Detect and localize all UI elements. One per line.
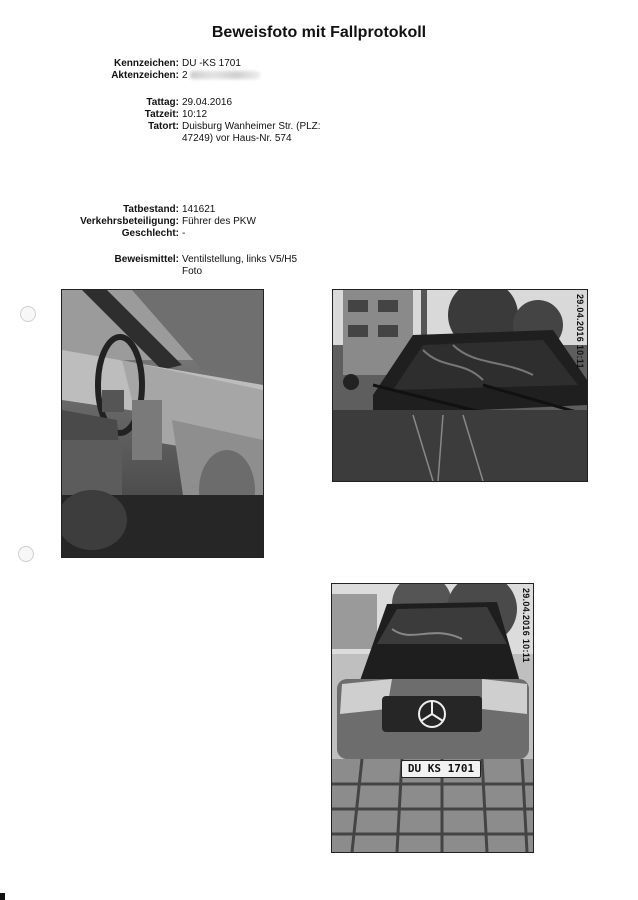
label-geschlecht: Geschlecht: [121,228,179,239]
value-aktenzeichen-wrap [182,70,382,82]
timestamp-stamp: 29.04.2016 10:11 [575,294,585,369]
label-tatbestand: Tatbestand: [123,204,179,215]
page-title: Beweisfoto mit Fallprotokoll [211,24,427,41]
label-aktenzeichen: Aktenzeichen: [111,70,179,81]
redacted-area [190,71,260,79]
label-tatzeit: Tatzeit: [144,109,179,120]
timestamp-stamp-2: 29.04.2016 10:11 [521,588,531,663]
label-beweismittel: Beweismittel: [114,254,179,265]
value-verkehrsbeteiligung: Führer des PKW [182,216,256,227]
punch-hole-bottom [18,546,34,562]
value-tattag: 29.04.2016 [182,97,233,108]
label-tattag: Tattag: [146,97,179,108]
license-plate: DU KS 1701 [401,760,481,778]
scan-edge-mark [0,893,5,900]
label-kennzeichen: Kennzeichen: [113,58,179,69]
evidence-photo-interior [61,289,264,558]
value-kennzeichen: DU -KS 1701 [182,58,241,69]
evidence-photo-windshield [332,289,588,482]
value-tatbestand: 141621 [182,204,216,215]
evidence-photo-car-front [331,583,534,853]
label-tatort: Tatort: [148,121,179,132]
value-tatort-line1: Duisburg Wanheimer Str. (PLZ: [182,121,321,132]
value-beweismittel-line1: Ventilstellung, links V5/H5 [182,254,298,265]
value-beweismittel-line2: Foto [182,266,203,277]
value-tatort-line2: 47249) vor Haus-Nr. 574 [182,133,292,144]
punch-hole-top [20,306,36,322]
value-tatzeit: 10:12 [182,109,208,120]
value-geschlecht: - [182,228,186,239]
value-aktenzeichen: 2 [182,70,188,81]
case-fields [0,0,638,300]
label-verkehrsbeteiligung: Verkehrsbeteiligung: [80,216,179,227]
